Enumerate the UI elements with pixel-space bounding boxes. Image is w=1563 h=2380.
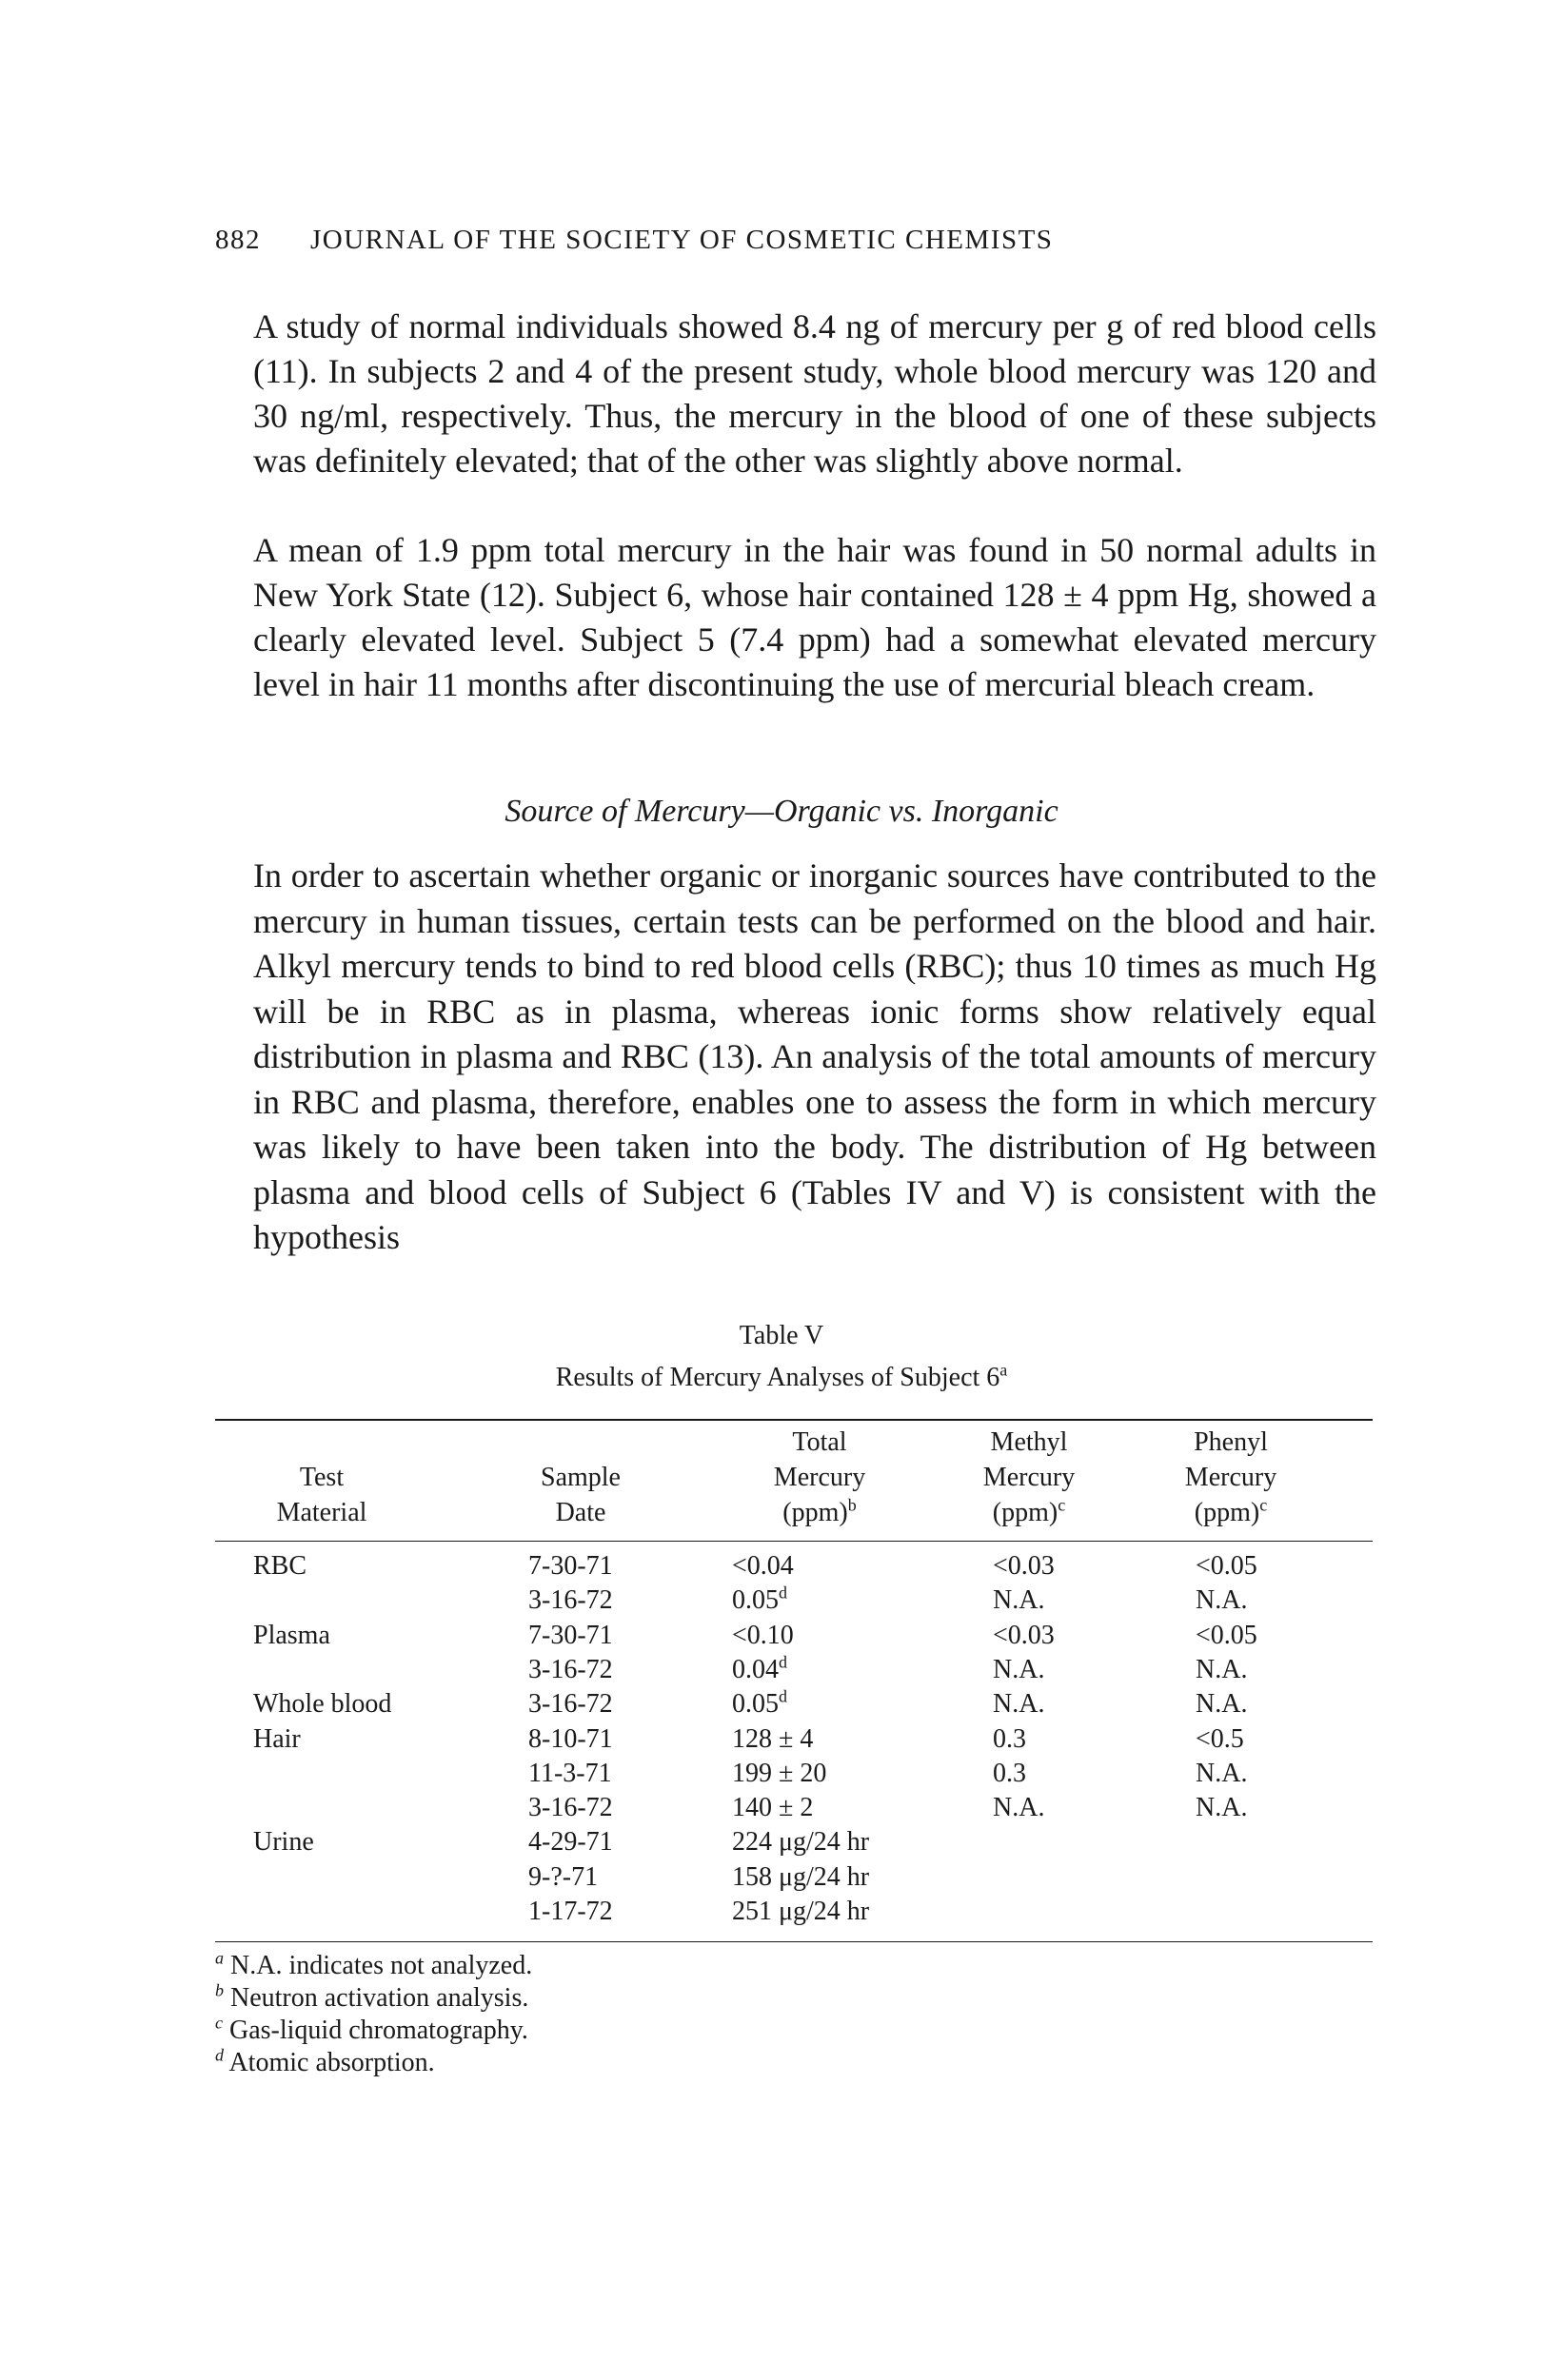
column-header-line: Sample xyxy=(541,1463,621,1492)
table-cell-methyl-mercury: 0.3 xyxy=(993,1723,1026,1754)
column-header-line: Material xyxy=(276,1498,367,1527)
column-header-line xyxy=(217,1425,426,1460)
column-header-line: (ppm)$^c$ xyxy=(1194,1495,1268,1527)
table-cell-total-mercury: <0.04 xyxy=(732,1551,794,1581)
table-cell-total-mercury: 251 μg/24 hr xyxy=(732,1897,870,1926)
column-header-phenyl-mercury xyxy=(1126,1425,1335,1530)
table-cell-phenyl-mercury: N.A. xyxy=(1196,1689,1248,1720)
column-header-line: Total xyxy=(792,1427,847,1457)
footnote-text: Gas-liquid chromatography. xyxy=(223,2016,528,2045)
table-cell-sample-date: 1-17-72 xyxy=(528,1897,613,1926)
footnote-marker: c xyxy=(1259,1495,1268,1515)
table-cell-phenyl-mercury: <0.05 xyxy=(1196,1620,1257,1650)
table-cell-sample-date: 3-16-72 xyxy=(528,1654,613,1684)
column-header-line: Phenyl xyxy=(1194,1427,1268,1457)
footnote-text: N.A. indicates not analyzed. xyxy=(224,1951,533,1980)
table-cell-phenyl-mercury: <0.5 xyxy=(1196,1723,1244,1754)
table-cell-phenyl-mercury: <0.05 xyxy=(1196,1551,1257,1581)
column-header-line: Test xyxy=(299,1463,345,1492)
table-cell-total-mercury: 158 μg/24 hr xyxy=(732,1861,870,1892)
table-cell-total-mercury: 0.04$^d$ xyxy=(732,1652,787,1684)
table-cell-total-mercury: <0.10 xyxy=(732,1620,794,1650)
table-cell-methyl-mercury: 0.3 xyxy=(993,1758,1026,1788)
table-cell-methyl-mercury: N.A. xyxy=(993,1689,1045,1720)
table-cell-sample-date: 7-30-71 xyxy=(528,1551,613,1581)
table-cell-sample-date: 7-30-71 xyxy=(528,1620,613,1650)
table-label: Table V xyxy=(739,1321,824,1350)
table-cell-test-material: Whole blood xyxy=(253,1689,392,1720)
table-header-rule xyxy=(215,1541,1373,1542)
table-title-note: a xyxy=(999,1360,1008,1380)
footnote-text: Neutron activation analysis. xyxy=(224,1983,529,2013)
table-cell-test-material: Plasma xyxy=(253,1620,330,1650)
table-cell-phenyl-mercury: N.A. xyxy=(1196,1793,1248,1823)
column-header-line: Mercury xyxy=(1184,1463,1277,1492)
paragraph-normal-blood: A study of normal individuals showed 8.4 ng of mercury per g of red blood cells (11). In subjects 2 and 4 of the present study, whole blood mercury was 120 and 30 ng/ml, respectively. Thus, the mercury in the blood of one of these subjects was definitely elevated; that of the other was slightly above normal. xyxy=(253,307,1376,480)
footnote-marker: c xyxy=(1058,1495,1066,1515)
column-header-line: Methyl xyxy=(990,1427,1068,1457)
footnote xyxy=(215,1980,529,2014)
column-header-total-mercury xyxy=(715,1425,924,1530)
footnote xyxy=(215,2013,528,2046)
table-cell-phenyl-mercury: N.A. xyxy=(1196,1758,1248,1788)
column-header-sample-date xyxy=(476,1425,685,1530)
footnote-text: Atomic absorption. xyxy=(224,2048,435,2077)
column-header-line: Mercury xyxy=(773,1463,866,1492)
footnote-marker: d xyxy=(779,1686,787,1706)
table-cell-total-mercury: 224 μg/24 hr xyxy=(732,1827,870,1858)
column-header-test-material xyxy=(217,1425,426,1530)
column-header-line xyxy=(476,1425,685,1460)
page-number: 882 xyxy=(215,225,261,255)
running-header xyxy=(215,225,1319,256)
table-cell-total-mercury: 140 ± 2 xyxy=(732,1793,814,1823)
table-cell-sample-date: 4-29-71 xyxy=(528,1827,613,1858)
column-header-line: (ppm)$^c$ xyxy=(992,1495,1066,1527)
footnote-mark: c xyxy=(215,2013,223,2033)
table-cell-sample-date: 9-?-71 xyxy=(528,1861,599,1892)
table-cell-total-mercury: 128 ± 4 xyxy=(732,1723,814,1754)
column-header-methyl-mercury xyxy=(924,1425,1134,1530)
footnote xyxy=(215,2045,435,2078)
table-cell-phenyl-mercury: N.A. xyxy=(1196,1585,1248,1616)
table-cell-methyl-mercury: <0.03 xyxy=(993,1620,1055,1650)
table-cell-test-material: RBC xyxy=(253,1551,307,1581)
table-cell-methyl-mercury: N.A. xyxy=(993,1793,1045,1823)
table-title xyxy=(0,1360,1563,1393)
table-cell-sample-date: 3-16-72 xyxy=(528,1689,613,1720)
table-cell-sample-date: 3-16-72 xyxy=(528,1585,613,1616)
footnote-mark: b xyxy=(215,1980,224,2000)
table-title-text: Results of Mercury Analyses of Subject 6 xyxy=(555,1363,1000,1392)
column-header-line: Mercury xyxy=(982,1463,1076,1492)
paragraph-source-of-mercury: In order to ascertain whether organic or inorganic sources have contributed to the mercury in human tissues, certain tests can be performed on the blood and hair. Alkyl mercury tends to bind to red blood cells (RBC); thus 10 times as much Hg will be in RBC as in plasma, whereas ionic forms show relatively equal distribution in plasma and RBC (13). An analysis of the total amounts of mercury in RBC and plasma, therefore, enables one to assess the form in which mercury was likely to have been taken into the body. The distribution of Hg between plasma and blood cells of Subject 6 (Tables IV and V) is consistent with the hypothesis xyxy=(253,856,1376,1256)
table-cell-methyl-mercury: <0.03 xyxy=(993,1551,1055,1581)
paragraph-hair-mercury: A mean of 1.9 ppm total mercury in the hair was found in 50 normal adults in New York State (12). Subject 6, whose hair contained 128 ± 4 ppm Hg, showed a clearly elevated level. Subject 5 (7.4 ppm) had a somewhat elevated mercury level in hair 11 months after discontinuing the use of mercurial bleach cream. xyxy=(253,531,1376,703)
table-cell-total-mercury: 0.05$^d$ xyxy=(732,1686,787,1720)
table-cell-methyl-mercury: N.A. xyxy=(993,1654,1045,1684)
footnote xyxy=(215,1948,533,1981)
table-cell-total-mercury: 0.05$^d$ xyxy=(732,1583,787,1616)
table-cell-phenyl-mercury: N.A. xyxy=(1196,1654,1248,1684)
footnote-mark: d xyxy=(215,2045,224,2065)
column-header-line: Date xyxy=(555,1498,606,1527)
column-header-line: (ppm)$^b$ xyxy=(782,1495,857,1527)
footnote-marker: d xyxy=(779,1583,787,1603)
table-cell-methyl-mercury: N.A. xyxy=(993,1585,1045,1616)
footnote-mark: a xyxy=(215,1948,224,1968)
table-cell-sample-date: 11-3-71 xyxy=(528,1758,612,1788)
section-heading: Source of Mercury—Organic vs. Inorganic xyxy=(505,794,1058,829)
footnote-marker: b xyxy=(847,1495,857,1515)
table-cell-total-mercury: 199 ± 20 xyxy=(732,1758,827,1788)
table-cell-sample-date: 8-10-71 xyxy=(528,1723,613,1754)
footnote-marker: d xyxy=(779,1652,787,1672)
table-cell-test-material: Hair xyxy=(253,1723,301,1754)
table-cell-sample-date: 3-16-72 xyxy=(528,1793,613,1823)
table-cell-test-material: Urine xyxy=(253,1827,314,1858)
journal-title: JOURNAL OF THE SOCIETY OF COSMETIC CHEMISTS xyxy=(310,225,1054,255)
table-top-rule xyxy=(215,1419,1373,1421)
table-bottom-rule xyxy=(215,1941,1373,1942)
